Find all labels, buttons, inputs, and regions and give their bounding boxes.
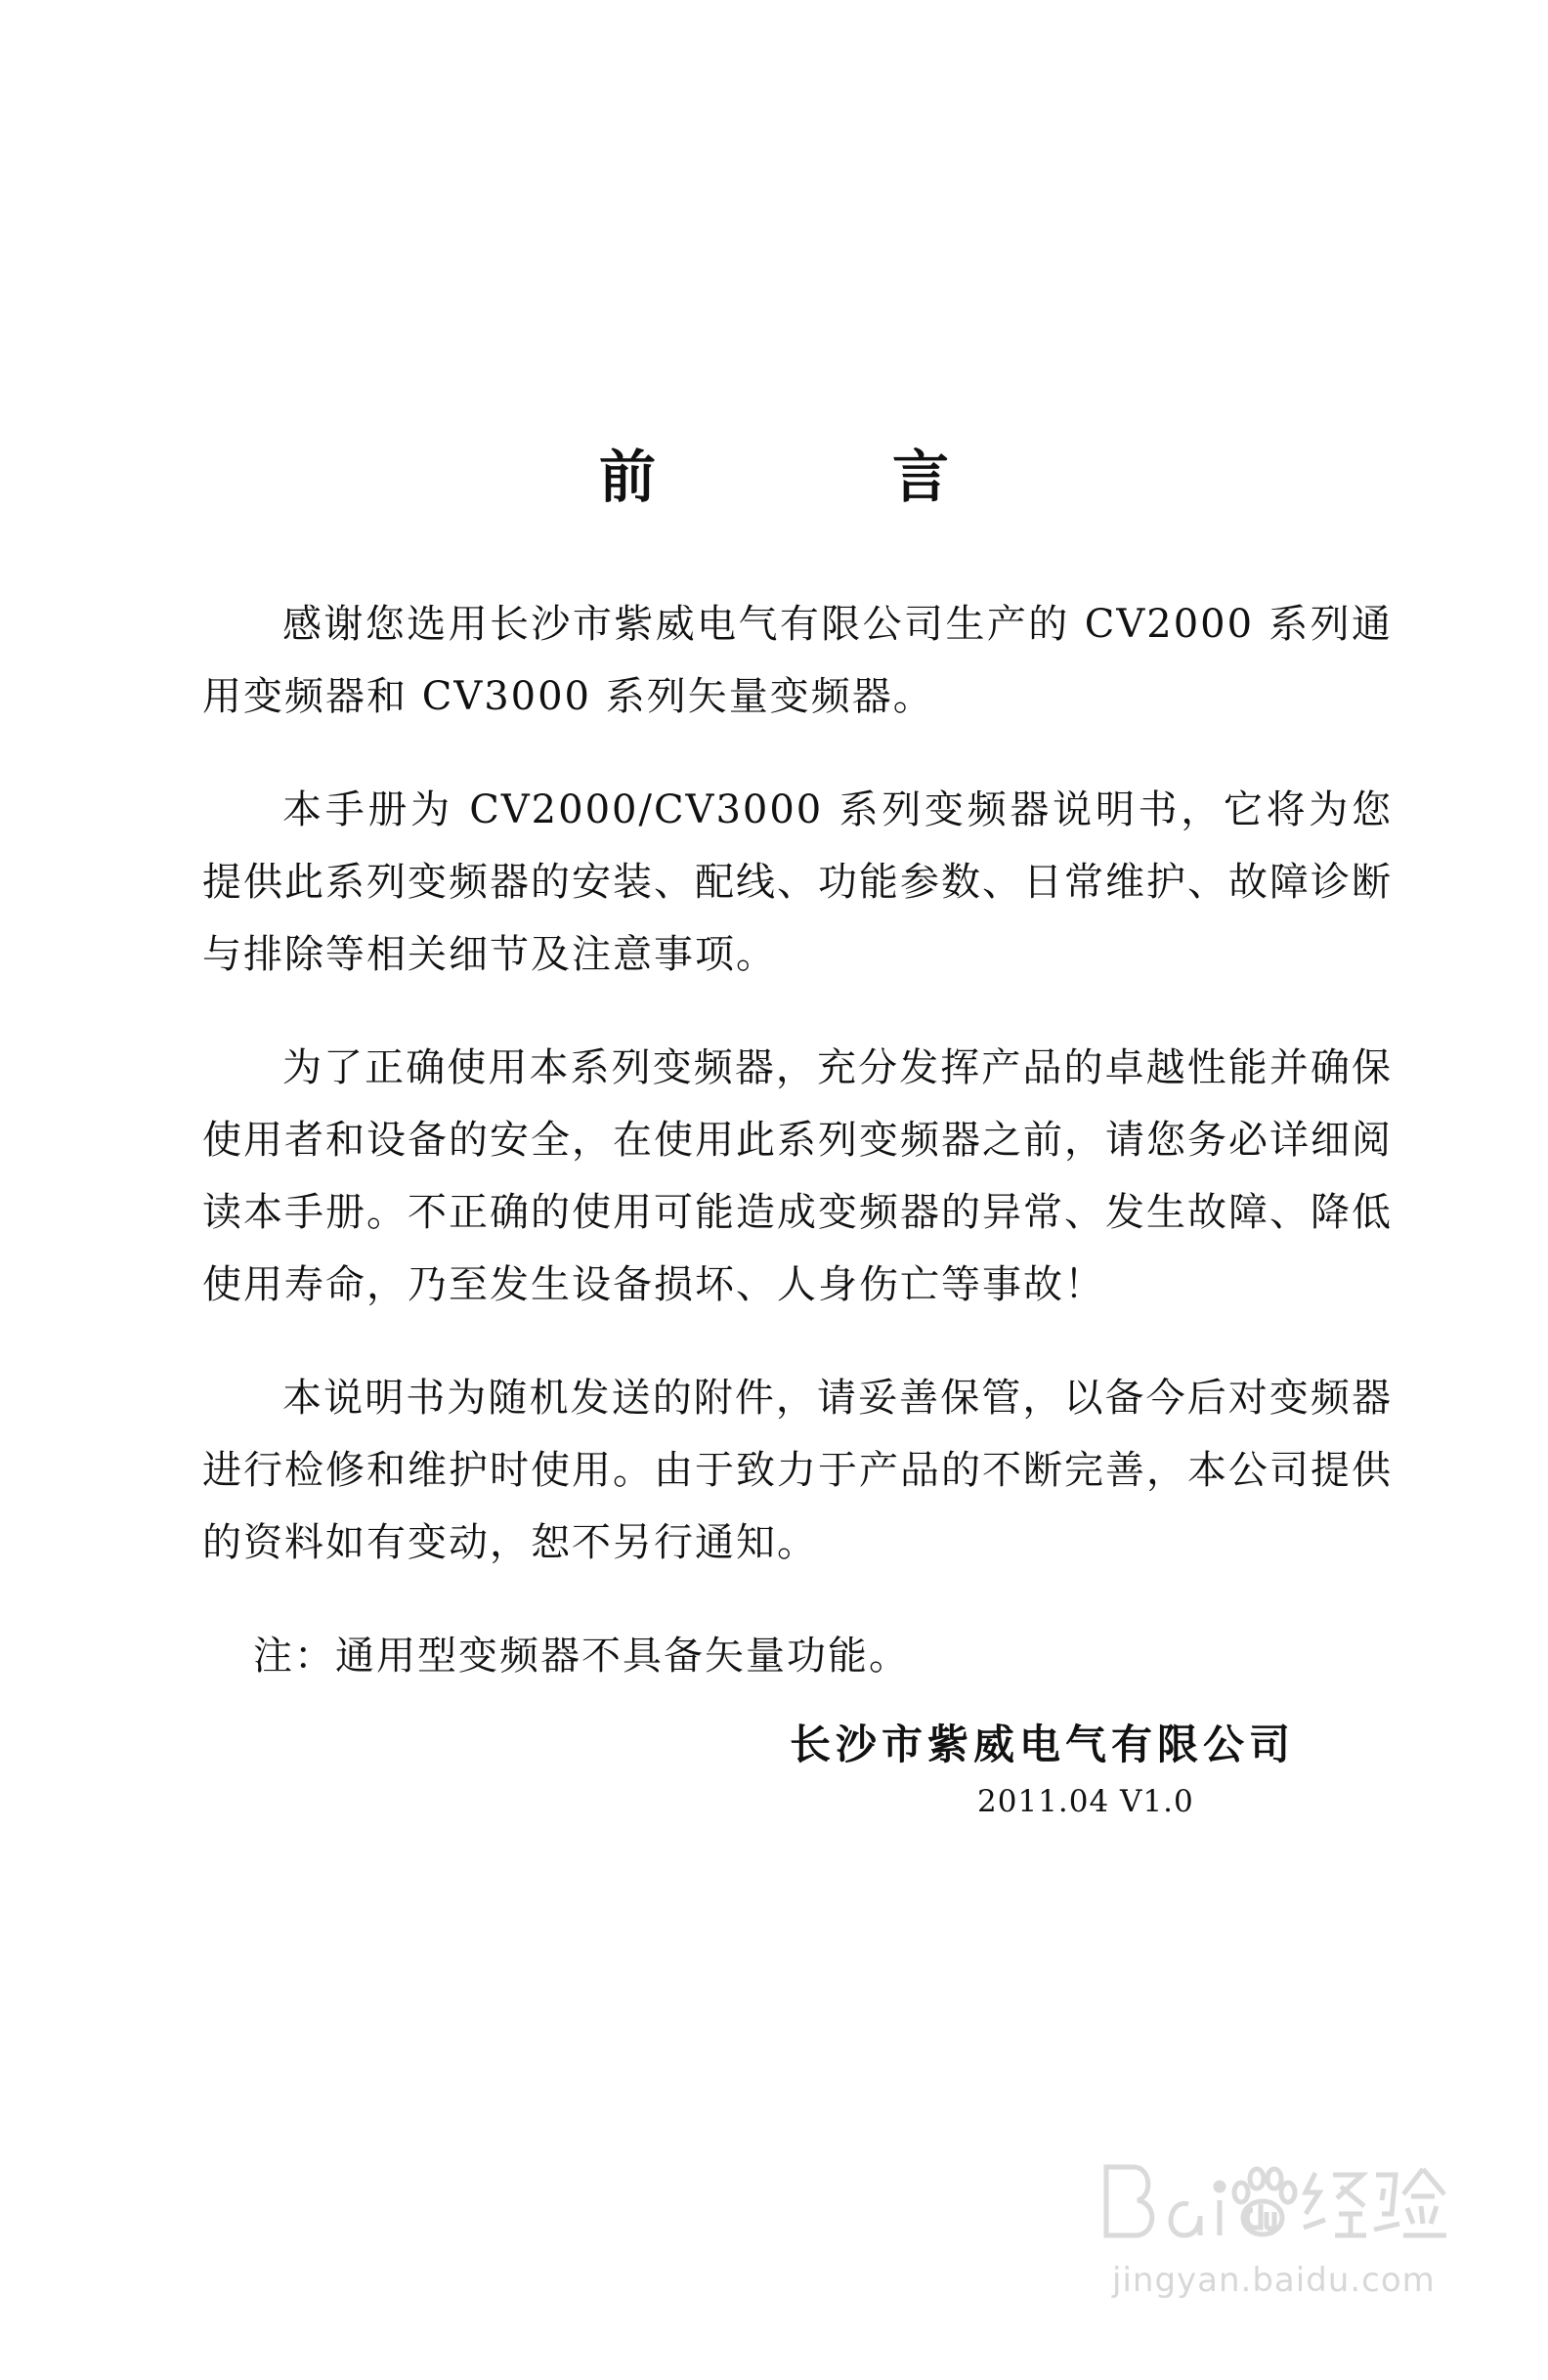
paragraph-thanks: 感谢您选用长沙市紫威电气有限公司生产的 CV2000 系列通用变频器和 CV3000 系列矢量变频器。 (202, 602, 1393, 719)
paragraph-keep-manual: 本说明书为随机发送的附件，请妥善保管，以备今后对变频器进行检修和维护时使用。由于致力于产品的不断完善，本公司提供的资料如有变动，恕不另行通知。 (202, 1376, 1393, 1565)
watermark-url: jingyan.baidu.com (1112, 2261, 1436, 2300)
paragraph-manual-scope: 本手册为 CV2000/CV3000 系列变频器说明书，它将为您提供此系列变频器的安装、配线、功能参数、日常维护、故障诊断与排除等相关细节及注意事项。 (202, 787, 1393, 977)
paragraph-safety-warning: 为了正确使用本系列变频器，充分发挥产品的卓越性能并确保使用者和设备的安全，在使用此系列变频器之前，请您务必详细阅读本手册。不正确的使用可能造成变频器的异常、发生故障、降低使用寿命，乃至发生设备损坏、人身伤亡等事故！ (202, 1045, 1393, 1307)
date-version: 2011.04 V1.0 (977, 1784, 1194, 1819)
note-text: 注：通用型变频器不具备矢量功能。 (253, 1634, 910, 1679)
preface-body (202, 588, 1393, 1692)
baidu-jingyan-watermark (1098, 2146, 1470, 2331)
company-signature: 长沙市紫威电气有限公司 (790, 1721, 1296, 1768)
baidu-logo-icon (1098, 2146, 1450, 2253)
page-title: 前 言 (598, 444, 1039, 510)
